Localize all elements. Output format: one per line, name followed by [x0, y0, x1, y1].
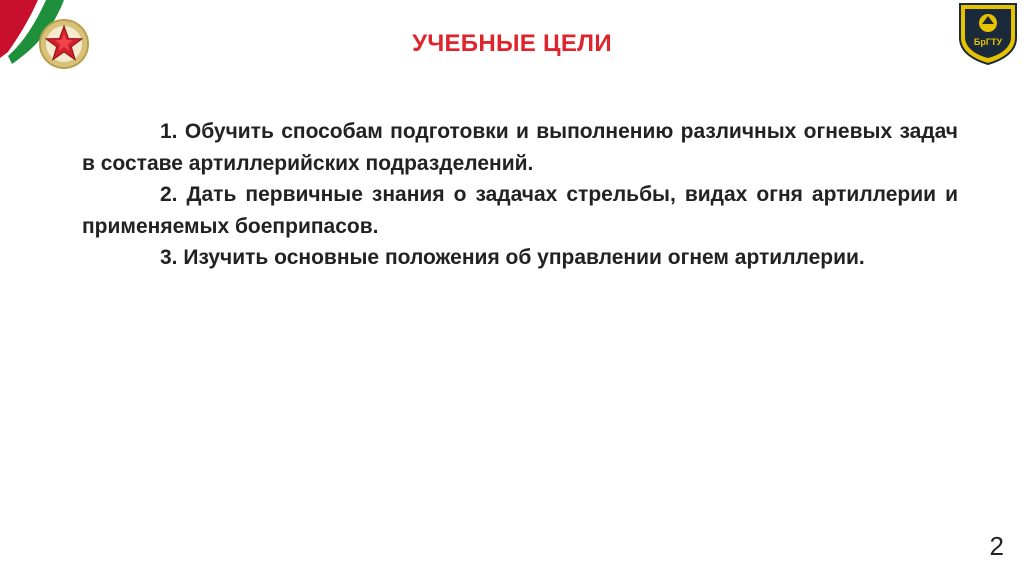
goal-item-3: 3. Изучить основные положения об управлении огнем артиллерии.	[160, 246, 865, 269]
goal-item-1: 1. Обучить способам подготовки и выполнению различных огневых задач в составе артиллерийских подразделений.	[82, 120, 958, 175]
slide-title: УЧЕБНЫЕ ЦЕЛИ	[412, 30, 612, 57]
goals-list	[82, 116, 958, 274]
goal-item-2: 2. Дать первичные знания о задачах стрельбы, видах огня артиллерии и применяемых боеприпасов.	[82, 183, 958, 238]
university-logo-text: БрГТУ	[973, 37, 1003, 47]
slide-page-number: 2	[989, 531, 1004, 561]
